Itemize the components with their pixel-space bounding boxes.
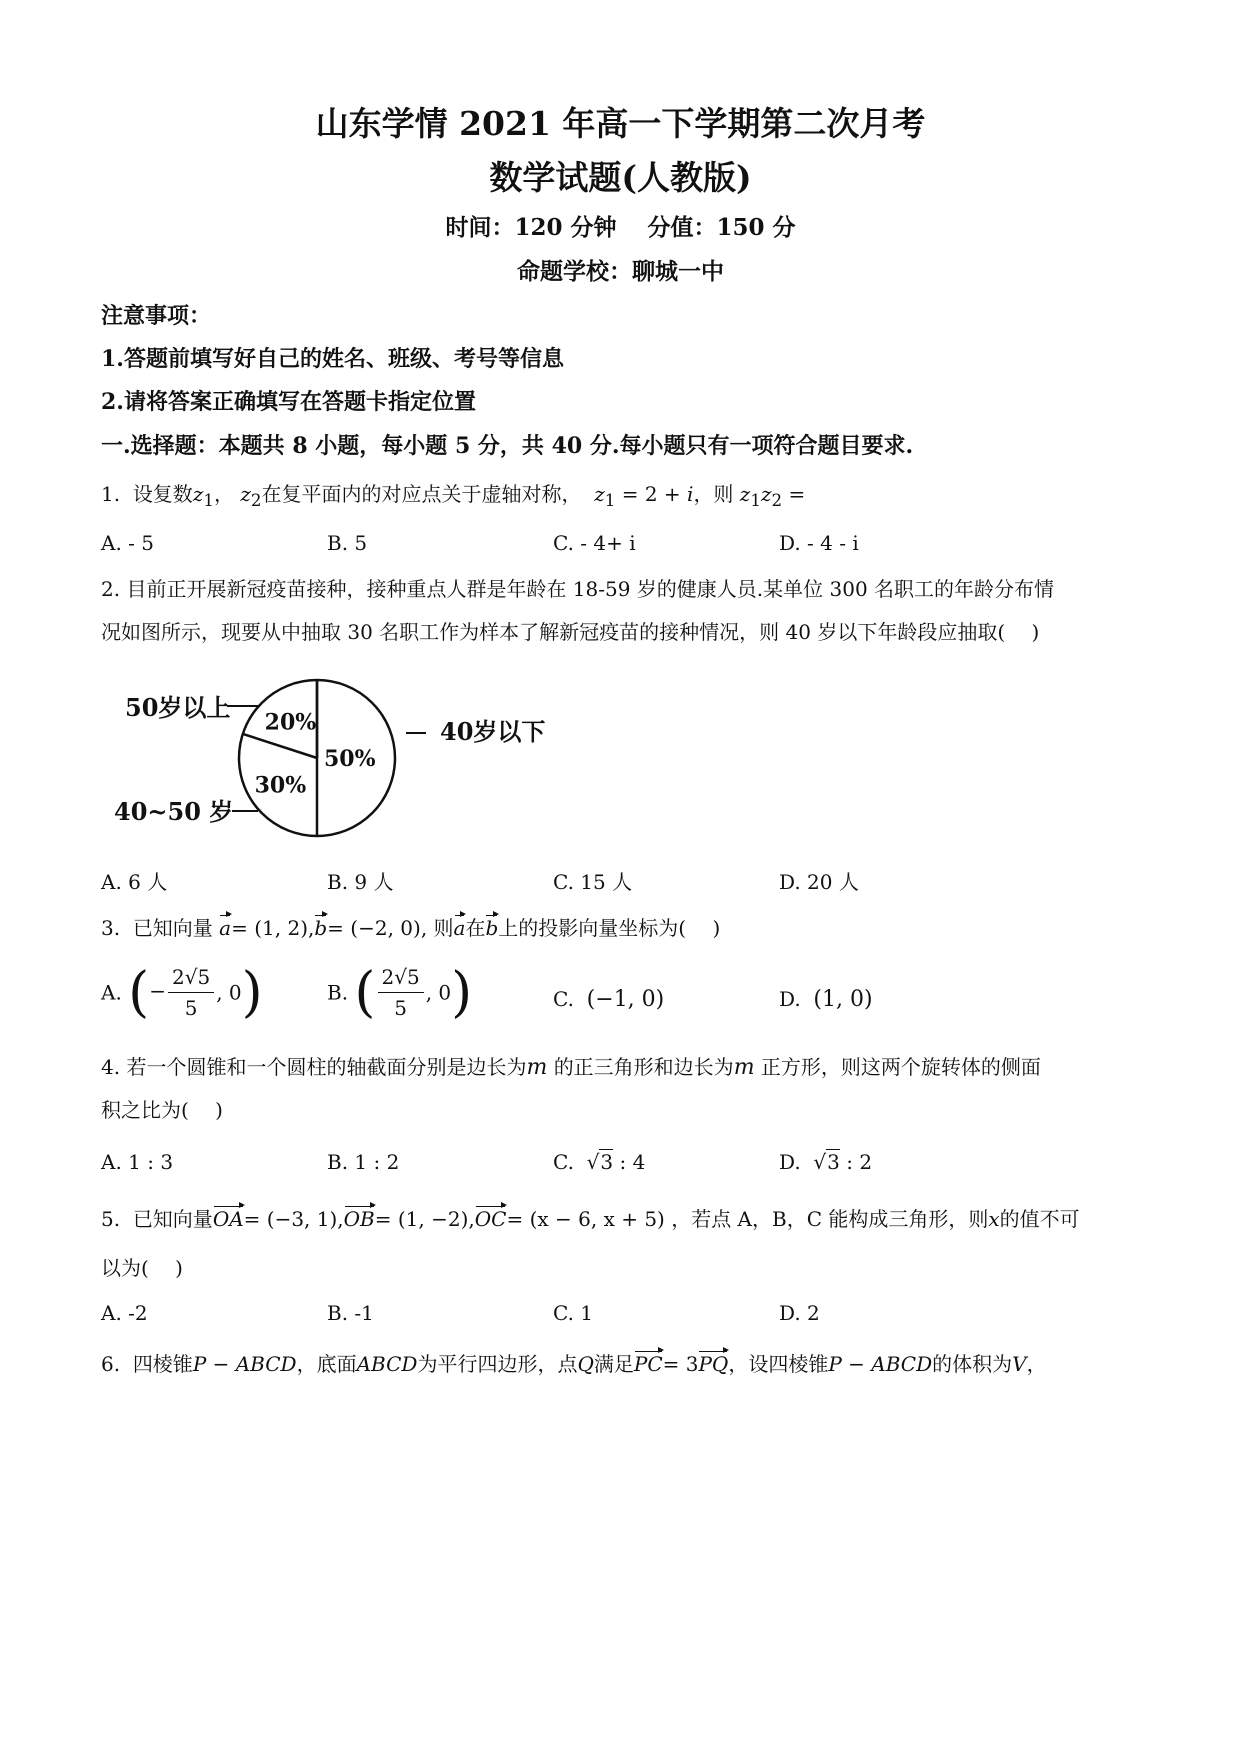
option-b[interactable]: B. -1	[327, 1301, 374, 1325]
pie-chart	[100, 670, 560, 850]
note-item: 2.请将答案正确填写在答题卡指定位置	[101, 389, 476, 415]
option-b[interactable]: B. ( $\frac{2√5}{5}$ , 0)	[327, 960, 473, 1024]
section-heading: 一.选择题：本题共 8 小题，每小题 5 分，共 40 分.每小题只有一项符合题目要求.	[101, 433, 914, 459]
option-b[interactable]: B. 9 人	[327, 870, 394, 894]
slice-under-40-percent: 50%	[323, 746, 376, 772]
question-4-line1: 4. 若一个圆锥和一个圆柱的轴截面分别是边长为m 的正三角形和边长为m 正方形，则这两个旋转体的侧面	[101, 1055, 1041, 1080]
option-a[interactable]: A. (− $\frac{2√5}{5}$ , 0)	[101, 960, 263, 1024]
slice-under-40-label: 40岁以下	[440, 717, 546, 746]
note-item: 1.答题前填写好自己的姓名、班级、考号等信息	[101, 346, 564, 372]
slice-over-50-percent: 20%	[264, 709, 317, 736]
question-number: 6.	[101, 1352, 121, 1376]
option-a[interactable]: A. -2	[101, 1301, 148, 1325]
question-2-line1: 2. 目前正开展新冠疫苗接种，接种重点人群是年龄在 18-59 岁的健康人员.某单位 300 名职工的年龄分布情	[101, 577, 1055, 601]
option-d[interactable]: D. 2	[779, 1301, 820, 1325]
question-number: 1.	[101, 482, 121, 506]
option-c[interactable]: C. 15 人	[553, 870, 633, 894]
question-1: 1. 设复数$z_1$， $z_2$在复平面内的对应点关于虚轴对称， $z_1 = 2 + i$，则 $z_1z_2$ =	[101, 482, 806, 510]
option-a[interactable]: A. - 5	[101, 531, 154, 555]
option-d[interactable]: D. - 4 - i	[779, 531, 859, 555]
option-c[interactable]: C. 1	[553, 1301, 594, 1325]
option-a[interactable]: A. 6 人	[101, 870, 168, 894]
question-5-line2: 以为( )	[101, 1256, 183, 1280]
option-d[interactable]: D. 20 人	[779, 870, 859, 894]
exam-title: 山东学情 2021 年高一下学期第二次月考	[315, 104, 926, 143]
question-6: 6. 四棱锥P − ABCD，底面ABCD为平行四边形，点Q满足PC= 3PQ，设四棱锥P − ABCD的体积为V，	[101, 1352, 1047, 1376]
option-c[interactable]: C. - 4+ i	[553, 531, 636, 555]
question-5-line1: 5. 已知向量OA= (−3, 1),OB= (1, −2),OC= (x − 6, x + 5) ，若点 A，B，C 能构成三角形，则x的值不可	[101, 1207, 1080, 1231]
option-c[interactable]: C. (−1, 0)	[553, 987, 665, 1012]
notes-heading: 注意事项：	[101, 303, 212, 329]
option-b[interactable]: B. 1 : 2	[327, 1150, 400, 1174]
exam-subtitle: 数学试题(人教版)	[489, 158, 752, 197]
option-c[interactable]: C. √3 : 4	[553, 1150, 646, 1174]
option-d[interactable]: D. (1, 0)	[779, 987, 873, 1012]
question-2-line2: 况如图所示，现要从中抽取 30 名职工作为样本了解新冠疫苗的接种情况，则 40 岁以下年龄段应抽取( )	[101, 620, 1040, 644]
exam-info: 时间：120 分钟 分值：150 分	[445, 214, 796, 241]
option-a[interactable]: A. 1 : 3	[101, 1150, 174, 1174]
option-d[interactable]: D. √3 : 2	[779, 1150, 873, 1174]
slice-40-50-label: 40~50 岁	[114, 797, 234, 826]
question-4-line2: 积之比为( )	[101, 1098, 223, 1122]
question-3: 3. 已知向量 a= (1, 2),b= (−2, 0), 则a在b上的投影向量坐标为( )	[101, 916, 721, 940]
slice-over-50-label: 50岁以上	[125, 693, 231, 722]
question-number: 5.	[101, 1207, 121, 1231]
exam-school: 命题学校：聊城一中	[517, 258, 724, 285]
option-b[interactable]: B. 5	[327, 531, 368, 555]
slice-40-50-percent: 30%	[254, 772, 307, 799]
question-number: 3.	[101, 916, 121, 940]
